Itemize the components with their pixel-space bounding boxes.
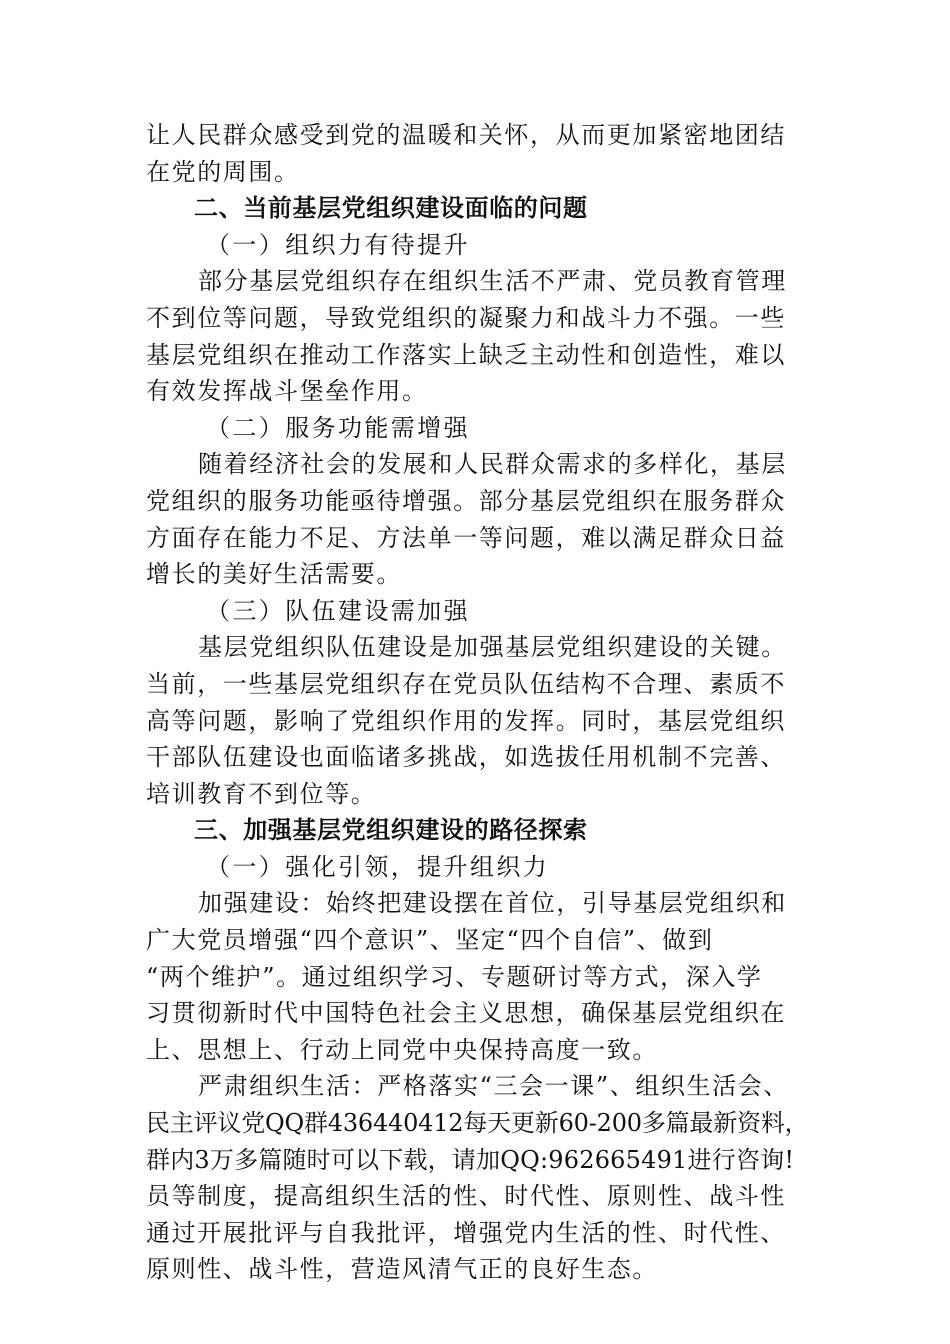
body-line: 在党的周围。: [146, 157, 300, 186]
paragraph-first-line: 严肃组织生活：严格落实“三会一课”、组织生活会、: [198, 1072, 789, 1101]
body-line: 培训教育不到位等。: [146, 779, 377, 808]
paragraph-first-line: 随着经济社会的发展和人民群众需求的多样化，基层: [198, 450, 787, 479]
body-line: 原则性、战斗性，营造风清气正的良好生态。: [146, 1255, 658, 1284]
body-line: 高等问题，影响了党组织作用的发挥。同时，基层党组织: [146, 706, 786, 735]
subsection-heading: （二）服务功能需增强: [206, 413, 470, 442]
body-line: 当前，一些基层党组织存在党员队伍结构不合理、素质不: [146, 669, 786, 698]
body-line: 习贯彻新时代中国特色社会主义思想，确保基层党组织在: [146, 999, 786, 1028]
document-body: [146, 117, 810, 1288]
body-line: 党组织的服务功能亟待增强。部分基层党组织在服务群众: [146, 486, 786, 515]
body-line: 增长的美好生活需要。: [146, 560, 402, 589]
subsection-heading: （一）强化引领，提升组织力: [206, 852, 550, 881]
body-line: 让人民群众感受到党的温暖和关怀，从而更加紧密地团结: [146, 121, 786, 149]
section-heading: 二、当前基层党组织建设面临的问题: [194, 194, 588, 223]
body-line: 方面存在能力不足、方法单一等问题，难以满足群众日益: [146, 523, 786, 552]
body-line: 干部队伍建设也面临诸多挑战，如选拔任用机制不完善、: [146, 743, 786, 772]
paragraph-first-line: 部分基层党组织存在组织生活不严肃、党员教育管理: [198, 267, 787, 296]
subsection-heading: （三）队伍建设需加强: [206, 596, 470, 625]
subsection-heading: （一）组织力有待提升: [206, 230, 470, 259]
body-line: 有效发挥战斗堡垒作用。: [146, 377, 428, 406]
body-line: 不到位等问题，导致党组织的凝聚力和战斗力不强。一些: [146, 303, 786, 332]
paragraph-first-line: 加强建设：始终把建设摆在首位，引导基层党组织和: [198, 889, 787, 918]
body-line: 基层党组织在推动工作落实上缺乏主动性和创造性，难以: [146, 340, 786, 369]
section-heading: 三、加强基层党组织建设的路径探索: [194, 816, 588, 845]
body-line: 群内3万多篇随时可以下载，请加QQ:962665491进行咨询!: [146, 1145, 795, 1174]
body-line: 民主评议党QQ群436440412每天更新60-200多篇最新资料，: [146, 1109, 809, 1138]
paragraph-first-line: 基层党组织队伍建设是加强基层党组织建设的关键。: [198, 633, 787, 662]
body-line: 通过开展批评与自我批评，增强党内生活的性、时代性、: [146, 1218, 786, 1247]
body-line: 上、思想上、行动上同党中央保持高度一致。: [146, 1035, 658, 1064]
body-line: 员等制度，提高组织生活的性、时代性、原则性、战斗性: [146, 1182, 786, 1211]
body-line: “两个维护”。通过组织学习、专题研讨等方式，深入学: [146, 962, 763, 991]
body-line: 广大党员增强“四个意识”、坚定“四个自信”、做到: [146, 926, 714, 955]
